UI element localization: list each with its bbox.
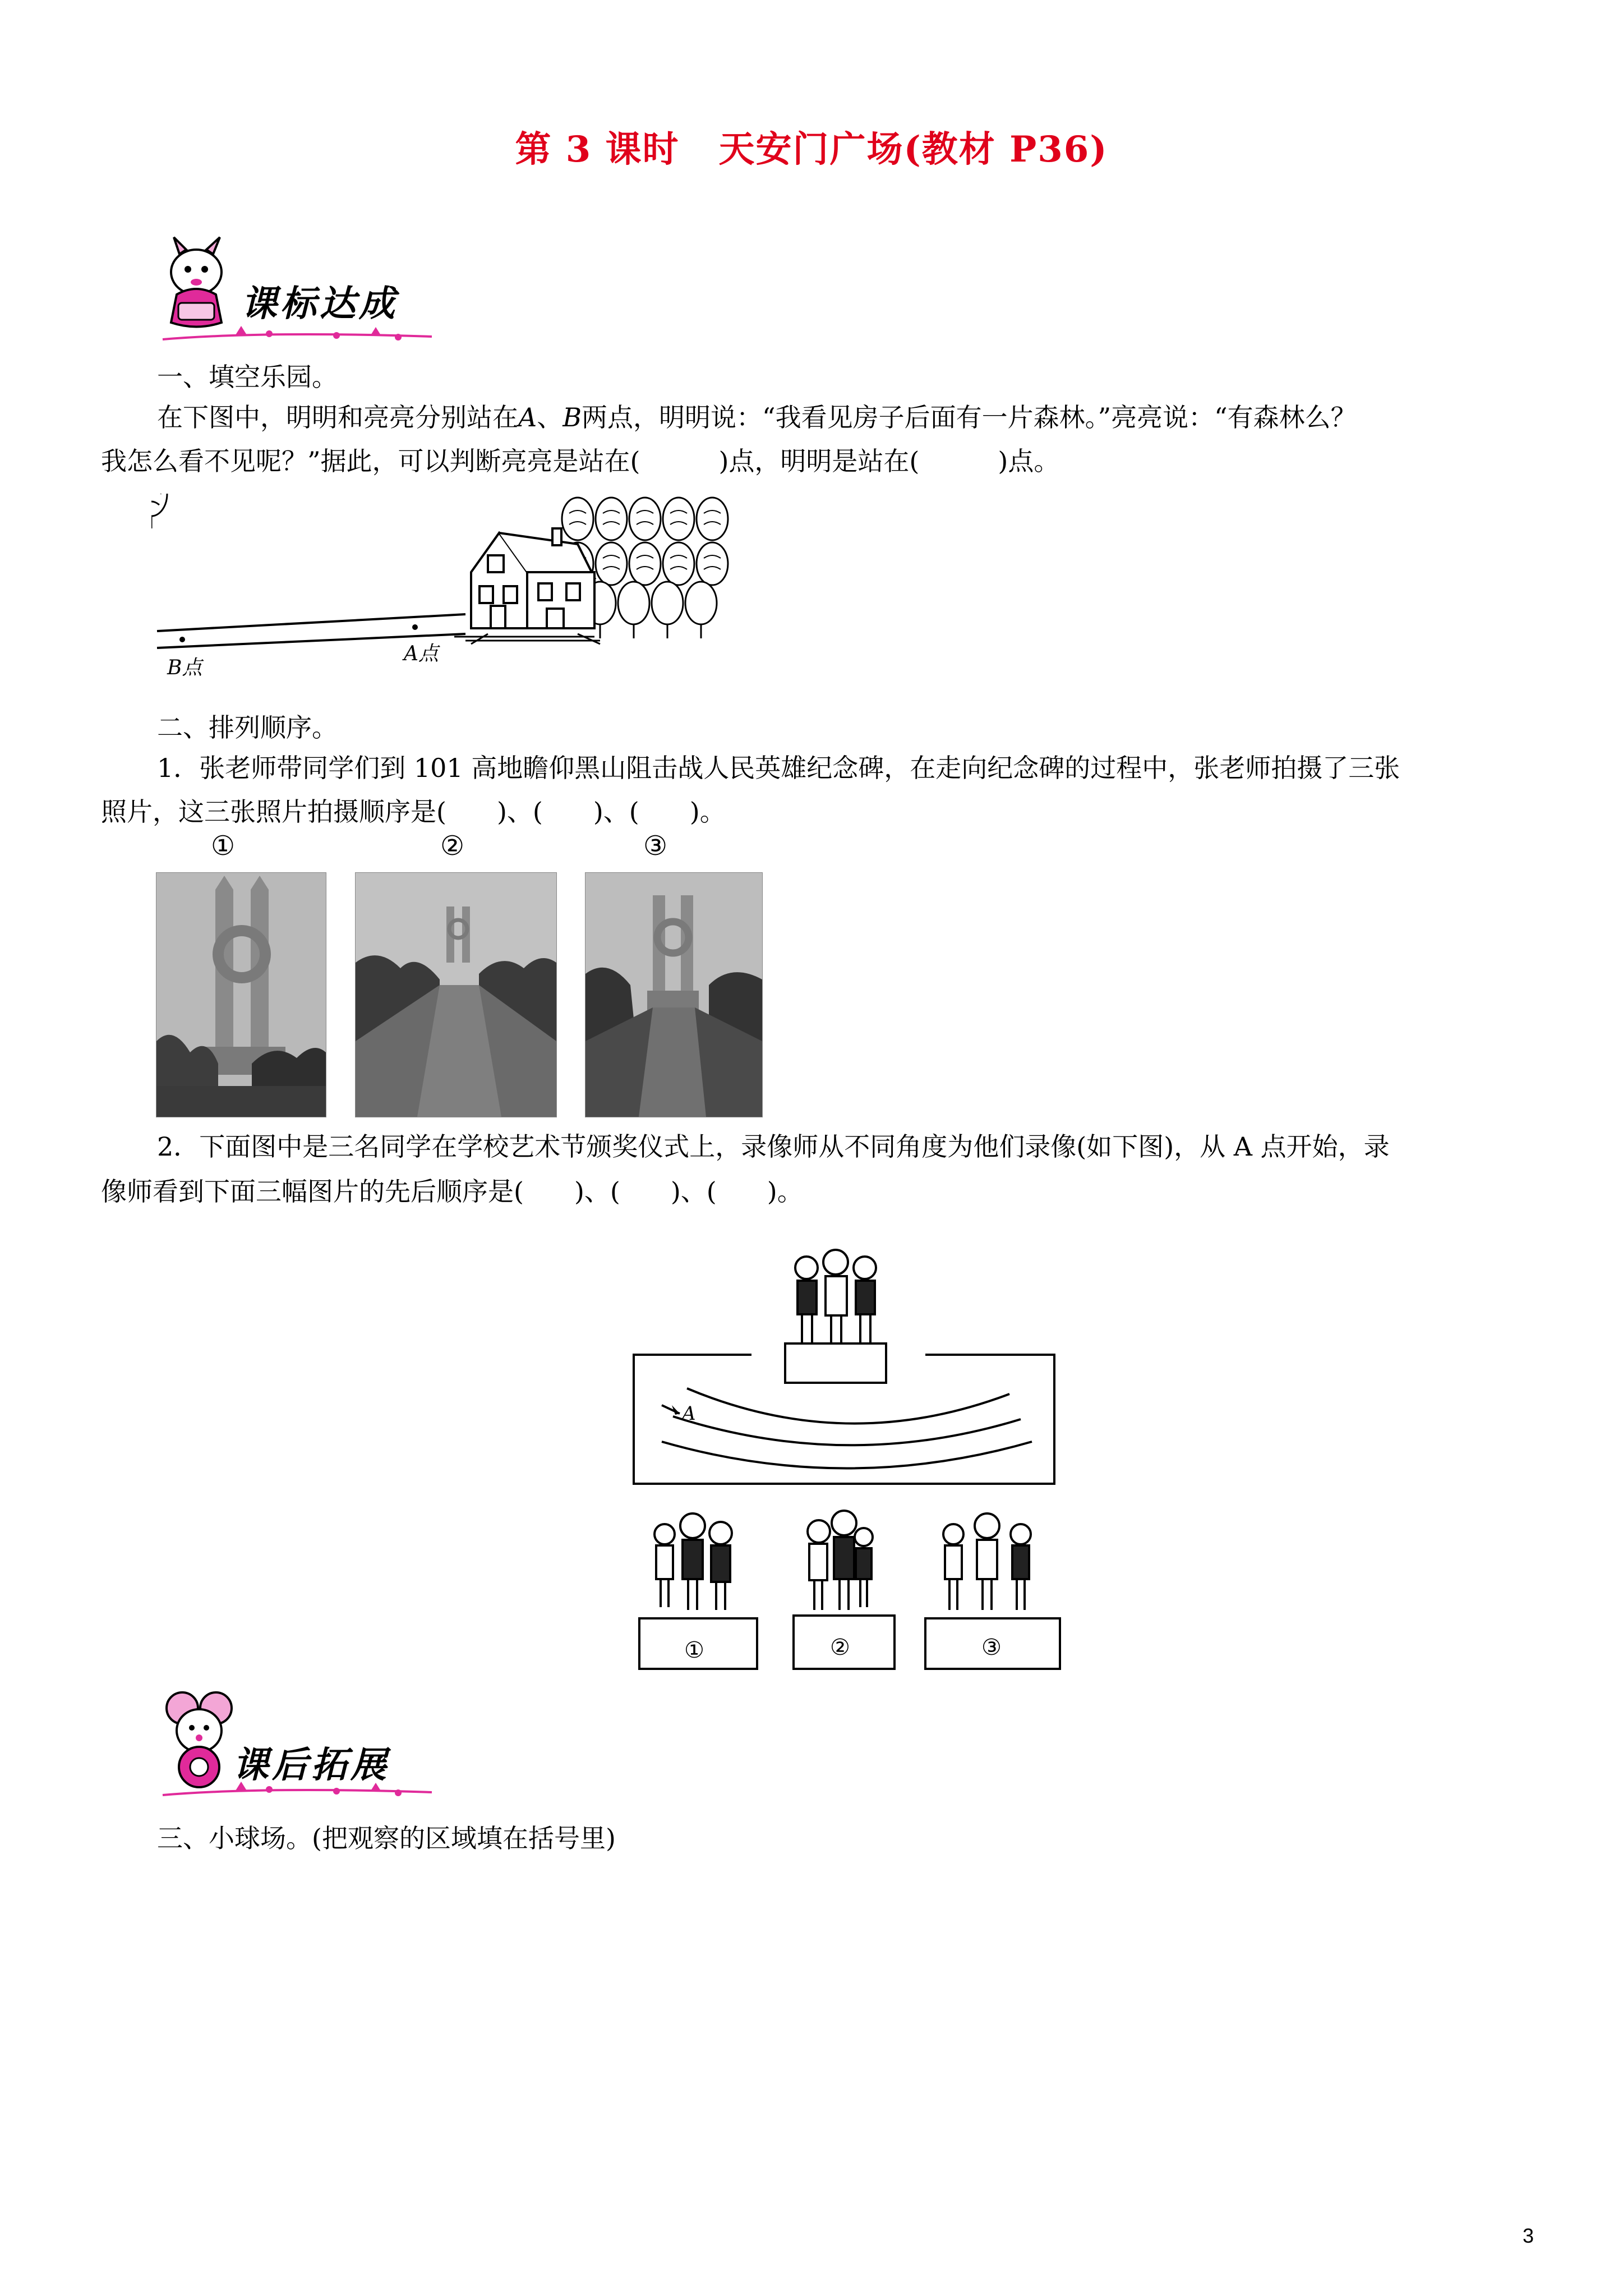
- badge-label-extension: 课后拓展: [233, 1745, 390, 1786]
- label-a-point: A点: [404, 642, 439, 665]
- point-a-label: A: [682, 1402, 696, 1425]
- badge-label-standards: 课标达成: [241, 283, 398, 325]
- q1-line1: 在下图中，明明和亮亮分别站在A、B两点，明明说：“我看见房子后面有一片森林。”亮亮说：“有森林么？: [157, 402, 1357, 432]
- q2-item2-line2: 像师看到下面三幅图片的先后顺序是( )、( )、( )。: [101, 1176, 803, 1207]
- q2-item1-line1: 1．张老师带同学们到 101 高地瞻仰黑山阻击战人民英雄纪念碑，在走向纪念碑的过程中，张老师拍摄了三张: [157, 753, 1400, 783]
- q1-line2: 我怎么看不见呢？”据此，可以判断亮亮是站在( )点，明明是站在( )点。: [101, 446, 1060, 476]
- podium-label-1: ①: [684, 1637, 704, 1663]
- q1-heading: 一、填空乐园。: [157, 362, 338, 392]
- monument-photo-1: [156, 872, 326, 1117]
- monument-photo-2: [355, 872, 557, 1117]
- page-title: [0, 121, 1623, 172]
- forest-icon: [151, 494, 167, 528]
- photo-label-1: ①: [211, 830, 236, 862]
- podium-top-icon: [785, 1250, 886, 1383]
- label-b-point: B点: [167, 656, 202, 679]
- podium-label-3: ③: [981, 1635, 1002, 1660]
- podium-label-2: ②: [830, 1635, 850, 1660]
- lesson-number: 第 3 课时: [515, 128, 680, 171]
- section-badge-standards: [151, 227, 465, 351]
- photo-label-3: ③: [643, 830, 668, 862]
- section-badge-extension: [151, 1683, 465, 1806]
- q2-item1-line2: 照片，这三张照片拍摄顺序是( )、( )、( )。: [101, 797, 726, 827]
- award-stage-diagram: [628, 1248, 1066, 1674]
- monument-photo-3: [585, 872, 763, 1117]
- page-number: 3: [1523, 2224, 1534, 2247]
- q3-heading: 三、小球场。(把观察的区域填在括号里): [157, 1823, 616, 1853]
- point-a-icon: [412, 624, 418, 630]
- photo-label-2: ②: [440, 830, 465, 862]
- house-forest-figure: [151, 494, 746, 684]
- lesson-title: 天安门广场(教材 P36): [718, 128, 1108, 171]
- q2-heading: 二、排列顺序。: [157, 712, 338, 743]
- point-b-icon: [179, 637, 185, 642]
- q2-item2-line1: 2．下面图中是三名同学在学校艺术节颁奖仪式上，录像师从不同角度为他们录像(如下图)，从 A 点开始，录: [157, 1131, 1390, 1162]
